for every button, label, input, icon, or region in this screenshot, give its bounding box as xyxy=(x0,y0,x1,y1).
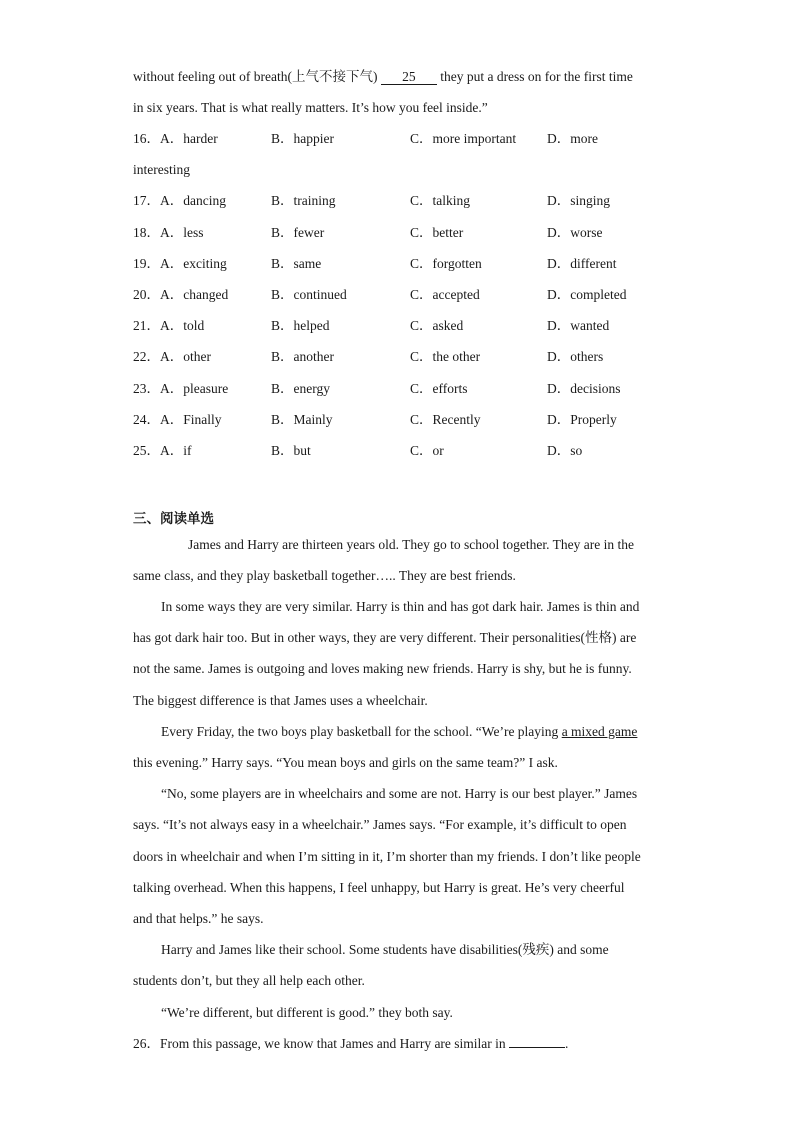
option-d: D．Properly xyxy=(547,412,617,427)
question-number: 16． xyxy=(133,131,160,146)
option-a: A．harder xyxy=(160,131,218,146)
option-c: C．more important xyxy=(410,131,517,146)
option-a: A．other xyxy=(160,349,211,364)
question-17 xyxy=(133,192,693,210)
option-b: B．Mainly xyxy=(271,412,333,427)
question-number: 19． xyxy=(133,256,160,271)
passage-p5-line-1: Harry and James like their school. Some students have disabilities(残疾) and some xyxy=(161,942,609,957)
question-26-end: . xyxy=(565,1036,569,1051)
passage-p4-line-1: “No, some players are in wheelchairs and some are not. Harry is our best player.” James xyxy=(161,786,638,801)
question-number: 25． xyxy=(133,443,160,458)
question-number: 21． xyxy=(133,318,160,333)
question-23 xyxy=(133,380,693,398)
passage-p2-line-3: not the same. James is outgoing and loves making new friends. Harry is shy, but he is funny. xyxy=(133,661,632,676)
option-b: B．but xyxy=(271,443,311,458)
passage-p2-line-2: has got dark hair too. But in other ways, they are very different. Their personalities(性格) are xyxy=(133,630,637,645)
passage-text: Every Friday, the two boys play basketball for the school. “We’re playing xyxy=(161,724,562,739)
option-c: C．better xyxy=(410,225,464,240)
option-b: B．energy xyxy=(271,381,330,396)
option-d: D．wanted xyxy=(547,318,610,333)
question-number: 24． xyxy=(133,412,160,427)
passage-p4-line-5: and that helps.” he says. xyxy=(133,911,264,926)
passage-p1-line-1: James and Harry are thirteen years old. They go to school together. They are in the xyxy=(188,537,634,552)
option-b: B．same xyxy=(271,256,322,271)
passage-p6-line-1: “We’re different, but different is good.” they both say. xyxy=(161,1005,453,1020)
question-21 xyxy=(133,317,693,335)
option-c: C．the other xyxy=(410,349,481,364)
option-b: B．training xyxy=(271,193,336,208)
option-a: A．less xyxy=(160,225,204,240)
question-19 xyxy=(133,255,693,273)
question-number: 23． xyxy=(133,381,160,396)
answer-blank xyxy=(509,1035,565,1048)
option-a: A．dancing xyxy=(160,193,226,208)
underlined-phrase: a mixed game xyxy=(561,724,638,739)
option-c: C．talking xyxy=(410,193,470,208)
passage-p1-line-2: same class, and they play basketball together….. They are best friends. xyxy=(133,568,516,583)
intro-line-1 xyxy=(133,68,633,86)
intro-text-b: they put a dress on for the first time xyxy=(436,69,633,84)
question-20 xyxy=(133,286,693,304)
passage-p2-line-4: The biggest difference is that James uses a wheelchair. xyxy=(133,693,428,708)
option-d: D．more xyxy=(547,131,598,146)
question-26-text: 26．From this passage, we know that James and Harry are similar in xyxy=(133,1036,510,1051)
option-b: B．fewer xyxy=(271,225,325,240)
intro-line-2: in six years. That is what really matters. It’s how you feel inside.” xyxy=(133,100,488,115)
option-d: D．so xyxy=(547,443,583,458)
option-a: A．if xyxy=(160,443,192,458)
option-b: B．continued xyxy=(271,287,347,302)
blank-25: 25 xyxy=(381,70,437,85)
passage-p5-line-2: students don’t, but they all help each other. xyxy=(133,973,365,988)
question-number: 22． xyxy=(133,349,160,364)
option-a: A．told xyxy=(160,318,205,333)
option-c: C．efforts xyxy=(410,381,468,396)
option-b: B．happier xyxy=(271,131,334,146)
question-16-wrap: interesting xyxy=(133,162,190,177)
option-d: D．completed xyxy=(547,287,627,302)
option-c: C．forgotten xyxy=(410,256,482,271)
passage-p2-line-1: In some ways they are very similar. Harry is thin and has got dark hair. James is thin and xyxy=(161,599,640,614)
section-heading: 三、阅读单选 xyxy=(133,511,214,527)
option-a: A．pleasure xyxy=(160,381,229,396)
question-number: 20． xyxy=(133,287,160,302)
option-d: D．different xyxy=(547,256,617,271)
option-c: C．asked xyxy=(410,318,464,333)
passage-p4-line-3: doors in wheelchair and when I’m sitting in it, I’m shorter than my friends. I don’t like people xyxy=(133,849,641,864)
passage-p3-line-1 xyxy=(161,723,637,741)
question-22 xyxy=(133,348,693,366)
option-b: B．another xyxy=(271,349,334,364)
option-c: C．Recently xyxy=(410,412,481,427)
passage-p4-line-4: talking overhead. When this happens, I feel unhappy, but Harry is great. He’s very cheerful xyxy=(133,880,625,895)
option-a: A．changed xyxy=(160,287,229,302)
question-18 xyxy=(133,224,693,242)
intro-text-a: without feeling out of breath(上气不接下气) xyxy=(133,69,381,84)
option-d: D．decisions xyxy=(547,381,621,396)
question-25 xyxy=(133,442,693,460)
option-c: C．accepted xyxy=(410,287,480,302)
question-24 xyxy=(133,411,693,429)
option-a: A．exciting xyxy=(160,256,227,271)
option-d: D．others xyxy=(547,349,604,364)
question-16 xyxy=(133,130,693,148)
question-number: 17． xyxy=(133,193,160,208)
option-d: D．singing xyxy=(547,193,611,208)
option-a: A．Finally xyxy=(160,412,222,427)
option-d: D．worse xyxy=(547,225,603,240)
option-c: C．or xyxy=(410,443,444,458)
passage-p3-line-2: this evening.” Harry says. “You mean boys and girls on the same team?” I ask. xyxy=(133,755,558,770)
passage-p4-line-2: says. “It’s not always easy in a wheelchair.” James says. “For example, it’s difficult to open xyxy=(133,817,627,832)
question-26 xyxy=(133,1035,568,1053)
question-number: 18． xyxy=(133,225,160,240)
option-b: B．helped xyxy=(271,318,330,333)
